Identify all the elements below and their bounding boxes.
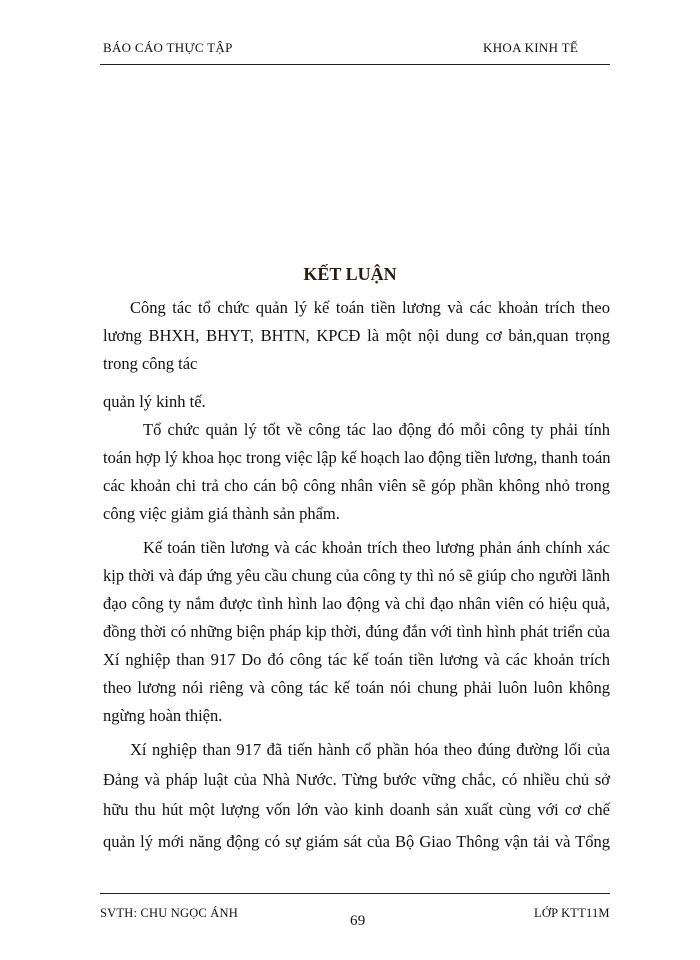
paragraph-line: các khoản chi trả cho cán bộ công nhân viên sẽ góp phần không nhỏ trong [103,476,610,495]
header-rule [100,64,610,65]
paragraph-line: hữu thu hút một lượng vốn lớn vào kinh doanh sản xuất cùng với cơ chế [103,800,610,819]
paragraph-line: Đảng và pháp luật của Nhà Nước. Từng bước vững chắc, có nhiều chủ sở [103,770,610,789]
paragraph-line: lương BHXH, BHYT, BHTN, KPCĐ là một nội dung cơ bản,quan trọng [103,326,610,345]
paragraph-line: Xí nghiệp than 917 đã tiến hành cổ phần hóa theo đúng đường lối của [130,740,610,759]
paragraph-line: quản lý kinh tế. [103,392,206,411]
paragraph-line: quản lý mới năng động có sự giám sát của Bộ Giao Thông vận tải và Tổng [103,832,610,851]
footer-student: SVTH: CHU NGỌC ÁNH [100,906,238,920]
paragraph-line: toán hợp lý khoa học trong việc lập kế hoạch lao động tiền lương, thanh toán [103,448,611,467]
paragraph-line: Công tác tổ chức quản lý kế toán tiền lương và các khoản trích theo [130,298,610,317]
paragraph-line: công việc giảm giá thành sản phẩm. [103,504,340,523]
footer-page-number: 69 [350,913,366,929]
paragraph-line: Xí nghiệp than 917 Do đó công tác kế toán tiền lương và các khoản trích [103,650,610,669]
footer-class: LỚP KTT11M [534,906,610,920]
paragraph-line: ngừng hoàn thiện. [103,706,223,725]
paragraph-line: đồng thời có những biện pháp kịp thời, đúng đắn với tình hình phát triển của [103,622,610,641]
paragraph-line: Kế toán tiền lương và các khoản trích theo lương phản ánh chính xác [143,538,610,557]
header-faculty: KHOA KINH TẾ [483,40,579,55]
section-title: KẾT LUẬN [303,264,397,284]
footer-rule [100,893,610,894]
header-report-title: BÁO CÁO THỰC TẬP [103,40,233,55]
paragraph-line: Tổ chức quản lý tốt về công tác lao động đó mỗi công ty phải tính [143,420,610,439]
paragraph-line: đạo công ty nắm được tình hình lao động và chỉ đạo nhân viên có hiệu quả, [103,594,610,613]
paragraph-line: kịp thời và đáp ứng yêu cầu chung của công ty thì nó sẽ giúp cho người lãnh [103,566,610,585]
paragraph-line: theo lương nói riêng và công tác kế toán nói chung phải luôn luôn không [103,678,610,697]
paragraph-line: trong công tác [103,354,198,373]
